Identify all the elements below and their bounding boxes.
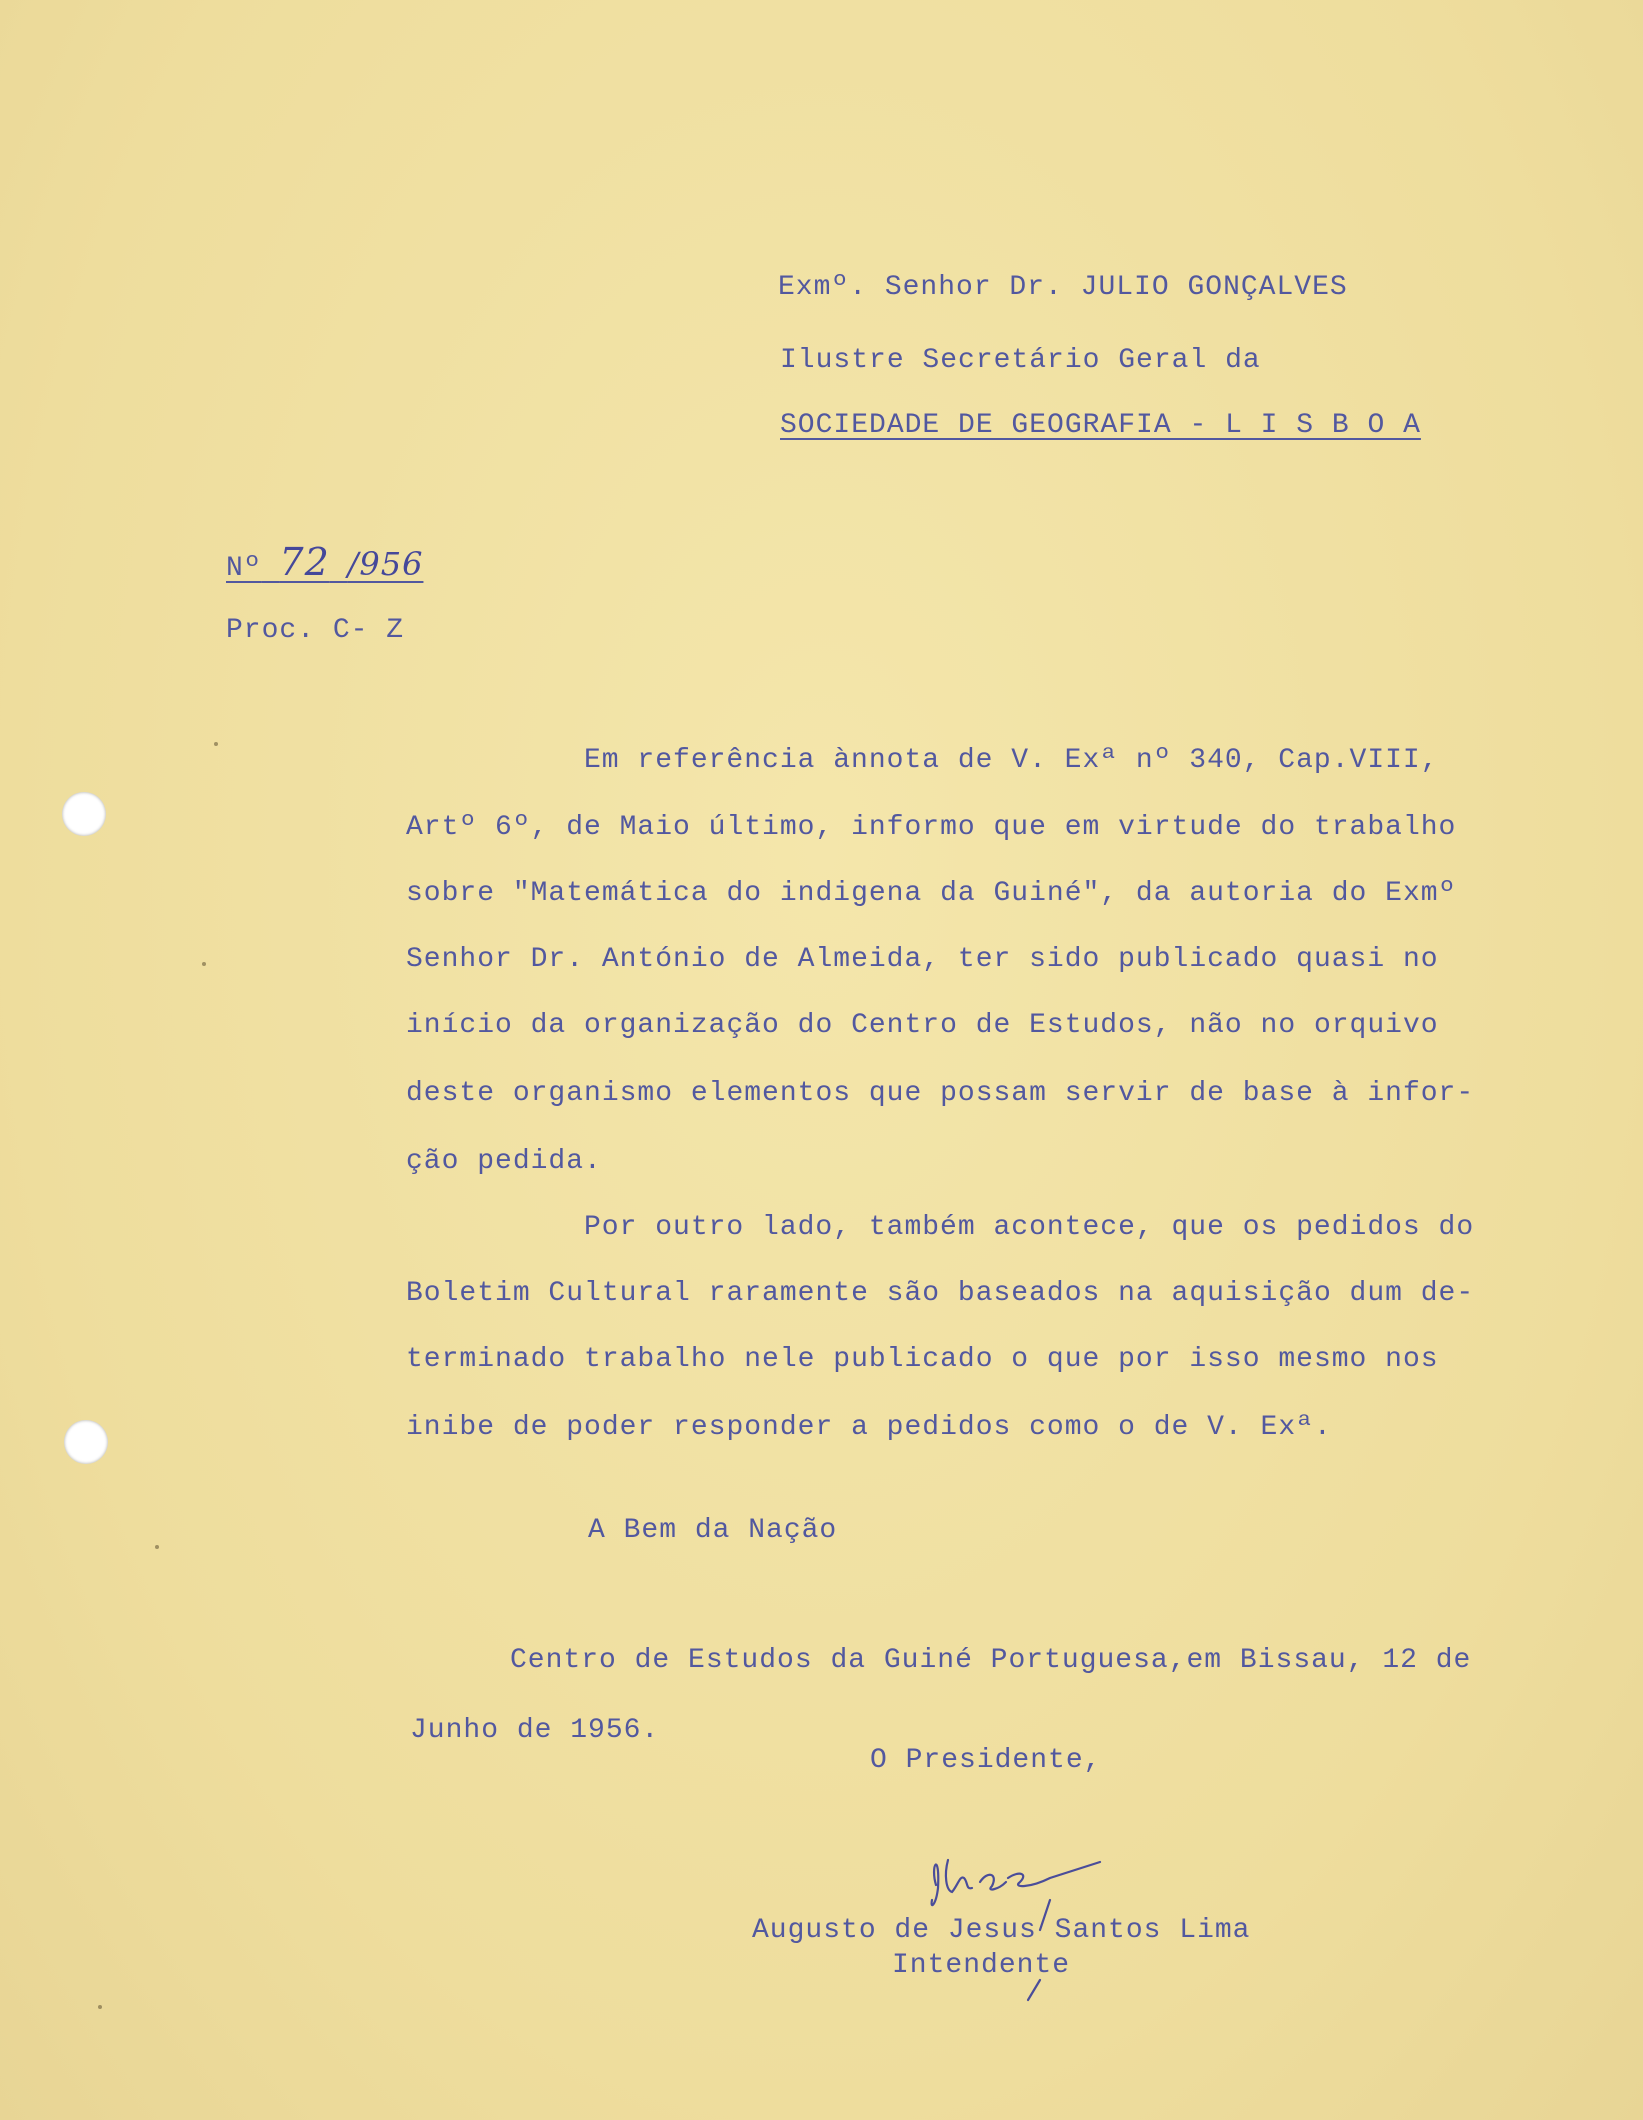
signer-role: Intendente [892,1950,1071,1981]
reference-number [226,540,423,584]
body-line: sobre "Matemática do indigena da Guiné", da autoria do Exmº [406,878,1457,909]
reference-number-year: /956 [347,545,424,583]
paper-speck [155,1545,159,1549]
signer-name: Augusto de Jesus Santos Lima [752,1915,1251,1946]
punch-hole-top [62,792,106,836]
body-line: Senhor Dr. António de Almeida, ter sido publicado quasi no [406,944,1439,975]
body-line: Boletim Cultural raramente são baseados na aquisição dum de- [406,1278,1475,1309]
addressee-line-3: SOCIEDADE DE GEOGRAFIA - L I S B O A [780,410,1421,441]
paper-speck [214,742,218,746]
punch-hole-bottom [64,1420,108,1464]
addressee-line-2: Ilustre Secretário Geral da [780,345,1261,376]
reference-number-handwritten: 72 [279,540,330,584]
salutation: A Bem da Nação [588,1515,838,1546]
addressee-line-1: Exmº. Senhor Dr. JULIO GONÇALVES [778,272,1348,303]
body-line: inibe de poder responder a pedidos como o de V. Exª. [406,1412,1332,1443]
body-line: terminado trabalho nele publicado o que por isso mesmo nos [406,1344,1439,1375]
signatory-title: O Presidente, [870,1745,1102,1776]
body-line: Por outro lado, também acontece, que os pedidos do [584,1212,1475,1243]
reference-number-prefix: Nº [226,553,262,584]
paper-speck [202,962,206,966]
body-line: deste organismo elementos que possam servir de base à infor- [406,1078,1475,1109]
paper-speck [98,2005,102,2009]
body-line: ção pedida. [406,1146,602,1177]
body-line: Em referência ànnota de V. Exª nº 340, Cap.VIII, [584,745,1439,776]
place-date-line-2: Junho de 1956. [410,1715,660,1746]
body-line: início da organização do Centro de Estudos, não no orquivo [406,1010,1439,1041]
body-line: Artº 6º, de Maio último, informo que em virtude do trabalho [406,812,1457,843]
place-date-line-1: Centro de Estudos da Guiné Portuguesa,em Bissau, 12 de [510,1645,1472,1676]
process-reference: Proc. C- Z [226,615,405,646]
